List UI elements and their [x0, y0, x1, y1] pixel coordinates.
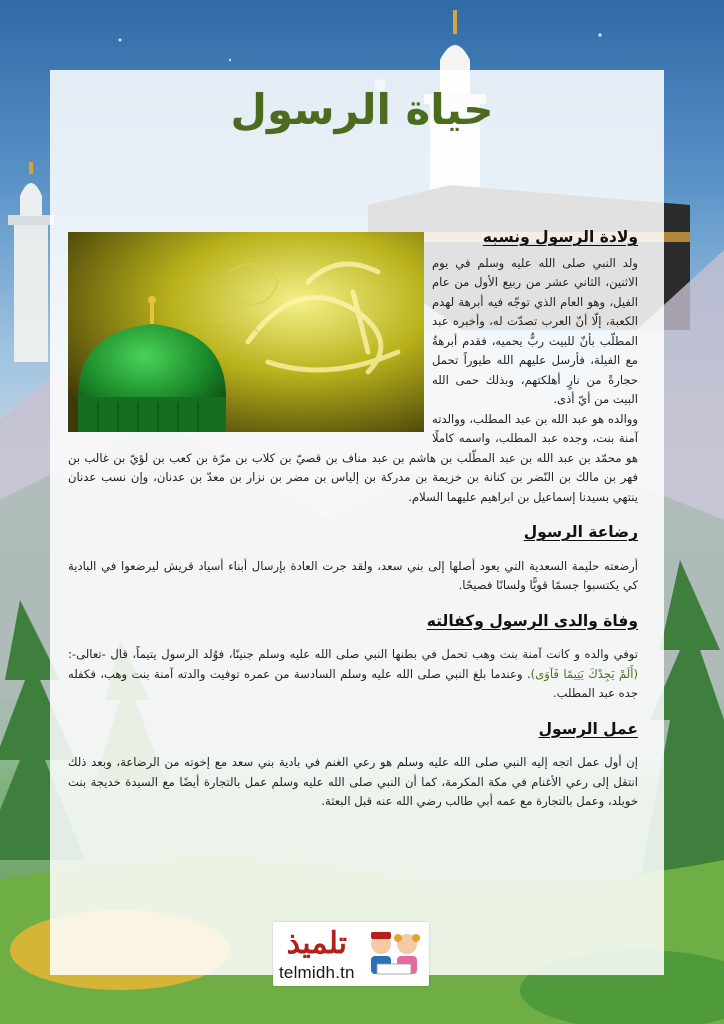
- page-title: حياة الرسول: [230, 85, 494, 134]
- orphanhood-text-before: توفي والده و كانت آمنة بنت وهب تحمل في بطنها النبي صلى الله عليه وسلم جنينًا، فوُلد الرسول يتيماً، قال -تعالى-:: [68, 647, 638, 661]
- section-heading-work: عمل الرسول: [538, 719, 638, 738]
- section-nursing: [68, 523, 638, 596]
- reading-kids-icon: [363, 926, 425, 982]
- section-text-birth-2: ووالده هو عبد الله بن عبد المطلب، ووالدته آمنة بنت، وجده عبد المطلب، واسمه كاملًا هو محمّد بن عبد الله بن عبد المطّلب بن هاشم بن عبد مناف بن قصيّ بن كلاب بن مرّة بن كعب بن لؤيّ بن غالب بن فهر بن مالك بن النّضر بن كنانة بن خزيمة بن مدركة بن إلياس بن مضر بن نزار بن معدّ بن عدنان، وإن نسب عدنان ينتهي بسيدنا إسماعيل بن ابراهيم عليهما السلام.: [68, 411, 638, 504]
- logo-latin-text: telmidh.tn: [279, 963, 355, 982]
- green-dome-illustration: [68, 232, 424, 432]
- section-heading-nursing: رضاعة الرسول: [523, 523, 638, 541]
- prophet-mosque-image: [68, 232, 424, 432]
- section-text-orphanhood: [68, 645, 638, 704]
- section-heading-orphanhood: وفاة والدى الرسول وكفالته: [426, 611, 638, 630]
- left-minaret: [8, 162, 54, 362]
- section-heading-birth: ولادة الرسول ونسبه: [482, 228, 638, 246]
- section-text-work: إن أول عمل اتجه إليه النبي صلى الله عليه وسلم هو رعي الغنم في بادية بني سعد مع إخوته من الرضاعة، وبعد ذلك انتقل إلى رعي الأغنام في مكة المكرمة، كما أن النبي صلى الله عليه وسلم عمل بالتجارة أيضًا مع السيدة خديجة بنت خويلد، وعمل بالتجارة مع عمه أبي طالب رضي الله عنه قبل البعثة.: [68, 755, 638, 808]
- quran-verse: (أَلَمْ يَجِدْكَ يَتِيمًا فَآوَى): [530, 666, 638, 681]
- orphanhood-text-after: . وعندما بلغ النبي صلى الله عليه وسلم السادسة من عمره توفيت والدته آمنة بنت وهب، فكفله جده عبد المطلب.: [68, 666, 638, 700]
- article: [68, 228, 638, 812]
- section-work: [68, 720, 638, 812]
- section-orphanhood: [68, 612, 638, 704]
- logo-arabic-text: تلميذ: [286, 926, 347, 961]
- telmidh-logo[interactable]: [273, 922, 429, 986]
- section-text-nursing: أرضعته حليمة السعدية التي يعود أصلها إلى بني سعد، ولقد جرت العادة بإرسال أبناء أسياد قريش ليرضعوا في البادية كي يكتسبوا جسمًا قويًّا ولسانًا فصيحًا.: [68, 558, 638, 592]
- section-text-birth-1: ولد النبي صلى الله عليه وسلم في يوم الاثنين، الثاني عشر من ربيع الأول من عام الفيل، وهو العام الذي توجّه فيه أبرهة لهدم الكعبة، إلّا أنّ العرب تصدّت له، وأخبره عبد المطلّب بأنّ للبيت ربٌّ يحميه، فقدم أبرهةُ مع الفيلة، فأرسل عليهم الله طيوراً تحمل حجارةً من نارٍ أهلكتهم، وبذلك حمى الله البيت من أيّ أذى.: [432, 255, 638, 406]
